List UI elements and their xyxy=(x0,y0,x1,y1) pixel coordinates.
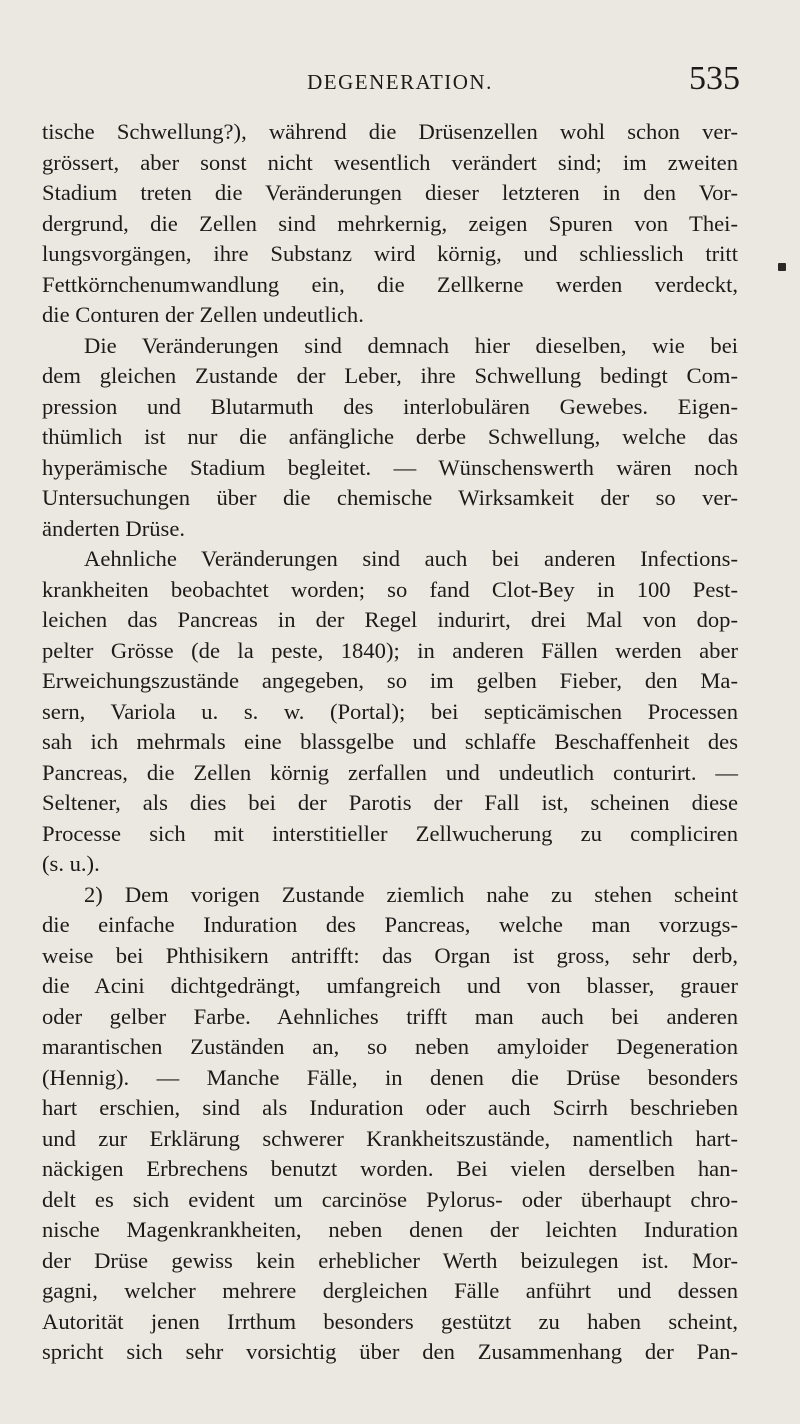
text-line: die einfache Induration des Pancreas, welche man vorzugs- xyxy=(42,912,738,937)
text-line: pression und Blutarmuth des interlobulären Gewebes. Eigen- xyxy=(42,393,738,419)
text-line: und zur Erklärung schwerer Krankheitszustände, namentlich hart- xyxy=(42,1125,738,1151)
text-line: weise bei Phthisikern antrifft: das Organ ist gross, sehr derb, xyxy=(42,942,738,968)
text-line: krankheiten beobachtet worden; so fand Clot-Bey in 100 Pest- xyxy=(42,576,738,602)
text-line: hart erschien, sind als Induration oder auch Scirrh beschrieben xyxy=(42,1095,738,1120)
text-line: der Drüse gewiss kein erheblicher Werth beizulegen ist. Mor- xyxy=(42,1247,738,1273)
margin-mark xyxy=(778,263,786,271)
text-line: sah ich mehrmals eine blassgelbe und schlaffe Beschaffenheit des xyxy=(42,729,738,754)
text-line: Erweichungszustände angegeben, so im gelben Fieber, den Ma- xyxy=(42,668,738,693)
text-line: Aehnliche Veränderungen sind auch bei anderen Infections- xyxy=(84,546,738,571)
text-line: marantischen Zuständen an, so neben amyloider Degeneration xyxy=(42,1034,738,1059)
text-line: Stadium treten die Veränderungen dieser letzteren in den Vor- xyxy=(42,180,738,205)
text-line: grössert, aber sonst nicht wesentlich verändert sind; im zweiten xyxy=(42,149,738,175)
text-line: die Acini dichtgedrängt, umfangreich und von blasser, grauer xyxy=(42,973,738,998)
text-line: dem gleichen Zustande der Leber, ihre Schwellung bedingt Com- xyxy=(42,363,738,388)
text-line: näckigen Erbrechens benutzt worden. Bei vielen derselben han- xyxy=(42,1156,738,1181)
text-line: 2) Dem vorigen Zustande ziemlich nahe zu stehen scheint xyxy=(84,881,738,907)
text-line: hyperämische Stadium begleitet. — Wünschenswerth wären noch xyxy=(42,454,738,480)
text-line: oder gelber Farbe. Aehnliches trifft man auch bei anderen xyxy=(42,1003,738,1029)
text-line: Die Veränderungen sind demnach hier dieselben, wie bei xyxy=(84,332,738,358)
running-head xyxy=(60,60,740,110)
body-text xyxy=(42,117,738,1368)
page-number: 535 xyxy=(689,60,740,97)
text-line: Pancreas, die Zellen körnig zerfallen und undeutlich conturirt. — xyxy=(42,759,738,785)
text-line: änderten Drüse. xyxy=(42,515,186,541)
text-line: (Hennig). — Manche Fälle, in denen die Drüse besonders xyxy=(42,1064,738,1090)
text-line: thümlich ist nur die anfängliche derbe Schwellung, welche das xyxy=(42,424,738,449)
text-line: gagni, welcher mehrere dergleichen Fälle anführt und dessen xyxy=(42,1278,738,1303)
text-line: pelter Grösse (de la peste, 1840); in anderen Fällen werden aber xyxy=(42,637,738,663)
text-line: nische Magenkrankheiten, neben denen der leichten Induration xyxy=(42,1217,738,1242)
text-line: Autorität jenen Irrthum besonders gestützt zu haben scheint, xyxy=(42,1308,738,1334)
text-line: delt es sich evident um carcinöse Pylorus- oder überhaupt chro- xyxy=(42,1186,738,1212)
text-line: die Conturen der Zellen undeutlich. xyxy=(42,302,364,327)
text-line: lungsvorgängen, ihre Substanz wird körnig, und schliesslich tritt xyxy=(42,241,738,266)
text-line: Seltener, als dies bei der Parotis der Fall ist, scheinen diese xyxy=(42,790,738,815)
text-line: leichen das Pancreas in der Regel indurirt, drei Mal von dop- xyxy=(42,607,738,632)
text-line: dergrund, die Zellen sind mehrkernig, zeigen Spuren von Thei- xyxy=(42,210,738,236)
text-line: tische Schwellung?), während die Drüsenzellen wohl schon ver- xyxy=(42,119,738,144)
running-title: DEGENERATION. xyxy=(307,70,493,94)
text-line: spricht sich sehr vorsichtig über den Zusammenhang der Pan- xyxy=(42,1339,738,1364)
text-line: Processe sich mit interstitieller Zellwucherung zu compliciren xyxy=(42,820,738,846)
text-line: (s. u.). xyxy=(42,851,100,876)
text-line: sern, Variola u. s. w. (Portal); bei septicämischen Processen xyxy=(42,698,738,724)
text-line: Fettkörnchenumwandlung ein, die Zellkerne werden verdeckt, xyxy=(42,271,738,297)
text-line: Untersuchungen über die chemische Wirksamkeit der so ver- xyxy=(42,485,738,510)
